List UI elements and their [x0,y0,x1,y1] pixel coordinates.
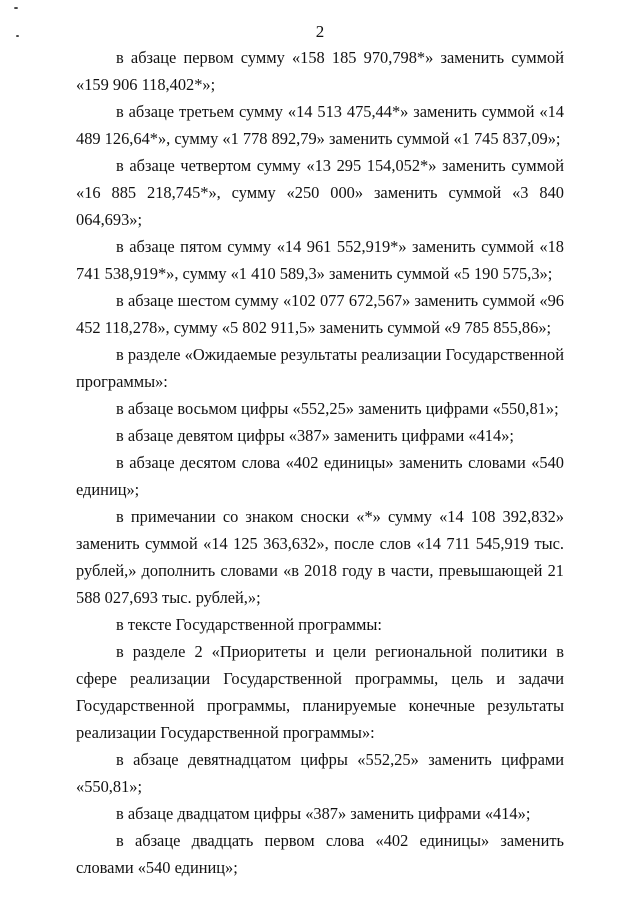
paragraph: в тексте Государственной программы: [116,615,382,634]
paragraph: в разделе 2 «Приоритеты и цели региональной политики в сфере реализации Государственной программы, цель и задачи Государственной программы, планируемые конечные результаты реализации Государственной программы»: [76,642,564,742]
paragraph: в абзаце девятнадцатом цифры «552,25» заменить цифрами «550,81»; [76,750,564,796]
paragraph: в абзаце первом сумму «158 185 970,798*» заменить суммой «159 906 118,402*»; [76,48,564,94]
document-body [76,44,564,881]
paragraph: в абзаце десятом слова «402 единицы» заменить словами «540 единиц»; [76,453,564,499]
paragraph: в абзаце пятом сумму «14 961 552,919*» заменить суммой «18 741 538,919*», сумму «1 410 589,3» заменить суммой «5 190 575,3»; [76,237,564,283]
paragraph: в абзаце восьмом цифры «552,25» заменить цифрами «550,81»; [116,399,559,418]
paragraph: в абзаце третьем сумму «14 513 475,44*» заменить суммой «14 489 126,64*», сумму «1 778 892,79» заменить суммой «1 745 837,09»; [76,102,564,148]
paragraph: в абзаце двадцатом цифры «387» заменить цифрами «414»; [116,804,531,823]
paragraph: в абзаце четвертом сумму «13 295 154,052*» заменить суммой «16 885 218,745*», сумму «250 000» заменить суммой «3 840 064,693»; [76,156,564,229]
paragraph: в абзаце девятом цифры «387» заменить цифрами «414»; [116,426,514,445]
paragraph: в разделе «Ожидаемые результаты реализации Государственной программы»: [76,345,564,391]
paragraph: в примечании со знаком сноски «*» сумму «14 108 392,832» заменить суммой «14 125 363,632», после слов «14 711 545,919 тыс. рублей,» дополнить словами «в 2018 году в части, превышающей 21 588 027,693 тыс. рублей,»; [76,507,564,607]
scan-speck [14,7,18,9]
page-number: 2 [315,22,325,41]
paragraph: в абзаце шестом сумму «102 077 672,567» заменить суммой «96 452 118,278», сумму «5 802 911,5» заменить суммой «9 785 855,86»; [76,291,564,337]
paragraph: в абзаце двадцать первом слова «402 единицы» заменить словами «540 единиц»; [76,831,564,877]
